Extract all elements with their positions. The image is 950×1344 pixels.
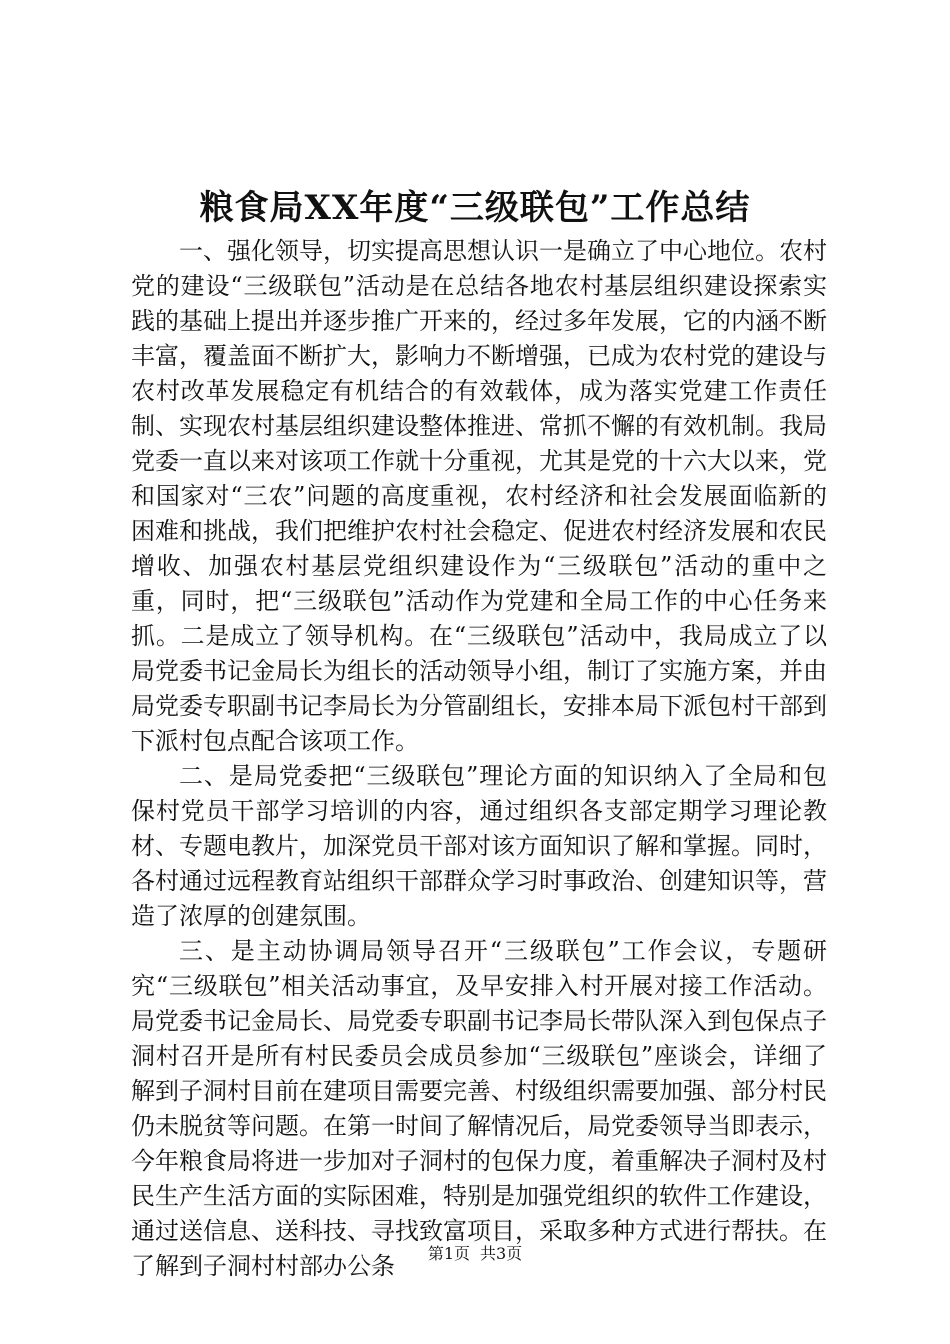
document-body [131,234,827,1284]
paragraph-2: 二、是局党委把“三级联包”理论方面的知识纳入了全局和包保村党员干部学习培训的内容，通过组织各支部定期学习理论教材、专题电教片，加深党员干部对该方面知识了解和掌握。同时，各村通过远程教育站组织干部群众学习时事政治、创建知识等，营造了浓厚的创建氛围。 [131,762,827,930]
page-total: 共3页 [480,1244,523,1263]
page-number: 第1页 [427,1244,470,1263]
document-title: 粮食局XX年度“三级联包”工作总结 [199,188,751,228]
paragraph-1: 一、强化领导，切实提高思想认识一是确立了中心地位。农村党的建设“三级联包”活动是在总结各地农村基层组织建设探索实践的基础上提出并逐步推广开来的，经过多年发展，它的内涵不断丰富，覆盖面不断扩大，影响力不断增强，已成为农村党的建设与农村改革发展稳定有机结合的有效载体，成为落实党建工作责任制、实现农村基层组织建设整体推进、常抓不懈的有效机制。我局党委一直以来对该项工作就十分重视，尤其是党的十六大以来，党和国家对“三农”问题的高度重视，农村经济和社会发展面临新的困难和挑战，我们把维护农村社会稳定、促进农村经济发展和农民增收、加强农村基层党组织建设作为“三级联包”活动的重中之重，同时，把“三级联包”活动作为党建和全局工作的中心任务来抓。二是成立了领导机构。在“三级联包”活动中，我局成立了以局党委书记金局长为组长的活动领导小组，制订了实施方案，并由局党委专职副书记李局长为分管副组长，安排本局下派包村干部到下派村包点配合该项工作。 [131,237,827,755]
paragraph-3: 三、是主动协调局领导召开“三级联包”工作会议，专题研究“三级联包”相关活动事宜，及早安排入村开展对接工作活动。局党委书记金局长、局党委专职副书记李局长带队深入到包保点子洞村召开是所有村民委员会成员参加“三级联包”座谈会，详细了解到子洞村目前在建项目需要完善、村级组织需要加强、部分村民仍未脱贫等问题。在第一时间了解情况后，局党委领导当即表示，今年粮食局将进一步加对子洞村的包保力度，着重解决子洞村及村民生产生活方面的实际困难，特别是加强党组织的软件工作建设，通过送信息、送科技、寻找致富项目，采取多种方式进行帮扶。在了解到子洞村村部办公条 [131,937,827,1280]
page-footer [0,1243,950,1265]
